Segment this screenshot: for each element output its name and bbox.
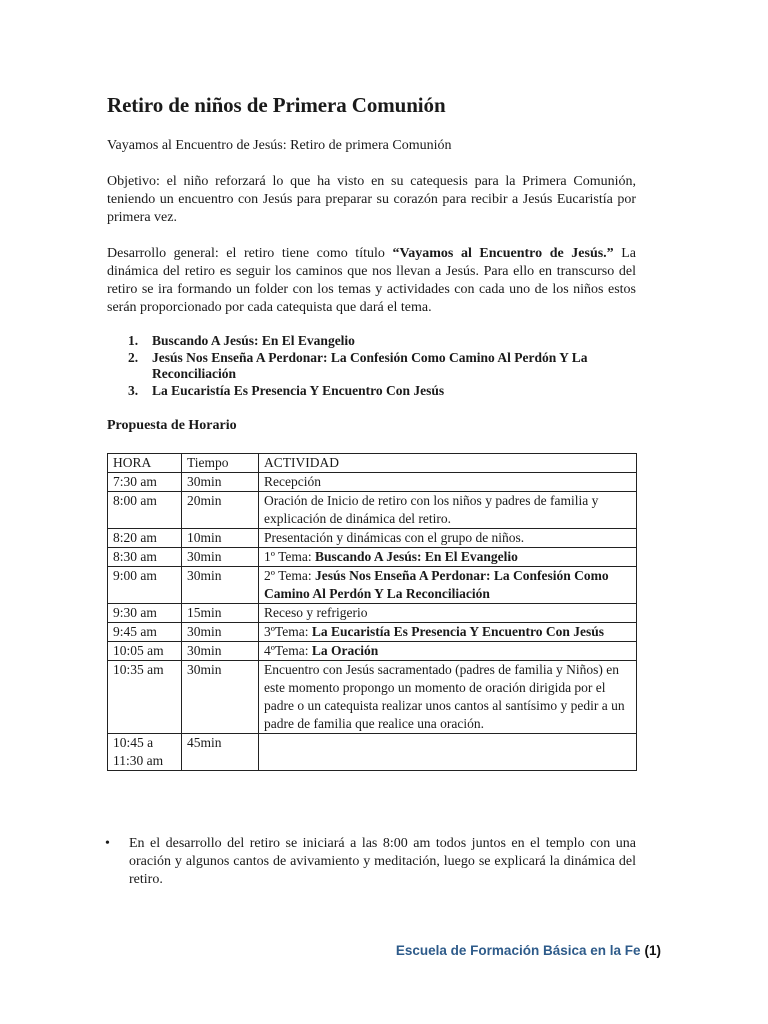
table-row bbox=[108, 661, 637, 734]
cell-tiempo: 45min bbox=[182, 734, 259, 771]
cell-tiempo: 10min bbox=[182, 529, 259, 548]
schedule-heading: Propuesta de Horario bbox=[107, 418, 237, 433]
table-row bbox=[108, 642, 637, 661]
cell-actividad bbox=[259, 661, 637, 734]
table-header-row bbox=[108, 454, 637, 473]
activity-text: Encuentro con Jesús sacramentado (padres de familia y Niños) en este momento propongo un momento de oración dirigida por el padre o un catequista realizar unos cantos al santísimo y pedir a un padre de familia que realice una oración. bbox=[264, 662, 625, 731]
cell-actividad bbox=[259, 548, 637, 567]
header-tiempo: Tiempo bbox=[182, 454, 259, 473]
topics-list bbox=[107, 333, 636, 399]
retreat-title-bold: “Vayamos al Encuentro de Jesús.” bbox=[392, 246, 614, 261]
activity-bold: La Oración bbox=[311, 643, 379, 658]
table-row bbox=[108, 604, 637, 623]
cell-tiempo: 20min bbox=[182, 492, 259, 529]
footer-school-name: Escuela de Formación Básica en la Fe bbox=[395, 943, 641, 958]
topic-text: Buscando A Jesús: En El Evangelio bbox=[152, 333, 355, 348]
topic-text: Jesús Nos Enseña A Perdonar: La Confesión Como Camino Al Perdón Y La Reconciliación bbox=[152, 349, 588, 381]
bullet-icon: • bbox=[105, 836, 110, 851]
table-row bbox=[108, 492, 637, 529]
cell-tiempo: 30min bbox=[182, 642, 259, 661]
activity-text: Receso y refrigerio bbox=[264, 605, 368, 620]
cell-hora: 10:05 am bbox=[108, 642, 182, 661]
schedule-table bbox=[107, 453, 637, 771]
list-item bbox=[107, 333, 636, 350]
cell-hora: 8:20 am bbox=[108, 529, 182, 548]
cell-actividad bbox=[259, 642, 637, 661]
cell-hora: 9:00 am bbox=[108, 567, 182, 604]
list-number: 1. bbox=[128, 333, 139, 348]
table-row bbox=[108, 529, 637, 548]
table-row bbox=[108, 623, 637, 642]
activity-bold: Buscando A Jesús: En El Evangelio bbox=[314, 549, 518, 564]
cell-tiempo: 30min bbox=[182, 567, 259, 604]
table-row bbox=[108, 548, 637, 567]
cell-hora: 9:45 am bbox=[108, 623, 182, 642]
objective-paragraph: Objetivo: el niño reforzará lo que ha visto en su catequesis para la Primera Comunión, teniendo un encuentro con Jesús para preparar su corazón para recibir a Jesús Eucaristía por primera vez. bbox=[107, 174, 636, 225]
activity-text: Recepción bbox=[264, 474, 321, 489]
table-row bbox=[108, 734, 637, 771]
activity-text: 2º Tema: bbox=[264, 568, 315, 583]
list-item bbox=[107, 383, 636, 400]
cell-hora: 8:30 am bbox=[108, 548, 182, 567]
page-number: (1) bbox=[644, 943, 661, 958]
topic-text: La Eucaristía Es Presencia Y Encuentro Con Jesús bbox=[152, 382, 445, 398]
header-actividad: ACTIVIDAD bbox=[259, 454, 637, 473]
activity-bold: La Eucaristía Es Presencia Y Encuentro Con Jesús bbox=[311, 624, 604, 639]
page-footer bbox=[396, 943, 661, 958]
document-title: Retiro de niños de Primera Comunión bbox=[107, 93, 446, 117]
cell-hora: 8:00 am bbox=[108, 492, 182, 529]
development-prefix: Desarrollo general: el retiro tiene como título bbox=[107, 246, 393, 261]
cell-actividad bbox=[259, 492, 637, 529]
list-number: 2. bbox=[128, 349, 139, 365]
activity-text: 4ºTema: bbox=[264, 643, 312, 658]
list-number: 3. bbox=[128, 382, 139, 398]
cell-actividad bbox=[259, 623, 637, 642]
development-paragraph bbox=[107, 245, 636, 317]
list-item bbox=[107, 350, 636, 383]
cell-actividad bbox=[259, 734, 637, 771]
cell-hora: 7:30 am bbox=[108, 473, 182, 492]
cell-tiempo: 30min bbox=[182, 548, 259, 567]
table-row bbox=[108, 473, 637, 492]
cell-tiempo: 30min bbox=[182, 473, 259, 492]
cell-actividad bbox=[259, 604, 637, 623]
table-row bbox=[108, 567, 637, 604]
bullet-note bbox=[105, 835, 636, 889]
activity-text: 1º Tema: bbox=[264, 549, 315, 564]
document-subtitle: Vayamos al Encuentro de Jesús: Retiro de primera Comunión bbox=[107, 138, 452, 153]
cell-actividad bbox=[259, 529, 637, 548]
cell-hora: 10:45 a 11:30 am bbox=[108, 734, 182, 771]
development-suffix: La dinámica del retiro es seguir los caminos que nos llevan a Jesús. Para ello en transcurso del retiro se ira formando un folder con los temas y actividades con cada uno de los niños estos serán proporcionado por cada catequista que dará el tema. bbox=[107, 246, 637, 315]
activity-text: Presentación y dinámicas con el grupo de niños. bbox=[264, 530, 525, 545]
cell-tiempo: 30min bbox=[182, 623, 259, 642]
activity-bold: Jesús Nos Enseña A Perdonar: La Confesión Como Camino Al Perdón Y La Reconciliación bbox=[264, 568, 609, 601]
cell-actividad bbox=[259, 567, 637, 604]
activity-text: Oración de Inicio de retiro con los niños y padres de familia y explicación de dinámica del retiro. bbox=[264, 493, 599, 526]
cell-actividad bbox=[259, 473, 637, 492]
cell-hora: 9:30 am bbox=[108, 604, 182, 623]
header-hora: HORA bbox=[108, 454, 182, 473]
cell-hora: 10:35 am bbox=[108, 661, 182, 734]
cell-tiempo: 30min bbox=[182, 661, 259, 734]
cell-tiempo: 15min bbox=[182, 604, 259, 623]
bullet-text: En el desarrollo del retiro se iniciará a las 8:00 am todos juntos en el templo con una oración y algunos cantos de avivamiento y meditación, luego se explicará la dinámica del retiro. bbox=[129, 836, 636, 887]
activity-text: 3ºTema: bbox=[264, 624, 312, 639]
